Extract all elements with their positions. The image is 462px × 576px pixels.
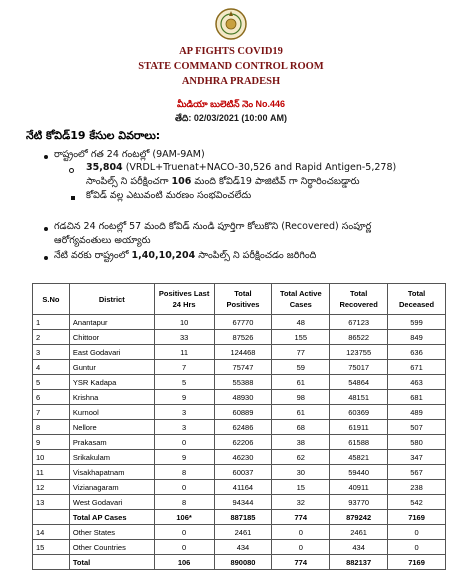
table-row <box>33 390 446 405</box>
samples-breakdown: (VRDL+Truenat+NACO-30,526 and Rapid Antigen-5,278) <box>122 162 397 173</box>
table-cell: 489 <box>388 405 446 420</box>
samples-tested-count: 35,804 <box>86 162 123 173</box>
table-cell: 106* <box>154 510 214 525</box>
table-cell: 45821 <box>330 450 388 465</box>
header-title-1: AP FIGHTS COVID19 <box>179 46 283 57</box>
table-cell: 599 <box>388 315 446 330</box>
table-row <box>33 345 446 360</box>
table-cell: 0 <box>154 435 214 450</box>
table-cell: 61 <box>272 375 330 390</box>
table-cell: 7169 <box>388 510 446 525</box>
table-cell: 3 <box>33 345 70 360</box>
table-cell: YSR Kadapa <box>69 375 154 390</box>
table-cell: 0 <box>272 540 330 555</box>
table-cell: Other Countries <box>69 540 154 555</box>
table-cell: 0 <box>154 480 214 495</box>
table-cell: 61911 <box>330 420 388 435</box>
table-cell: Chittoor <box>69 330 154 345</box>
bullet-icon <box>44 256 48 260</box>
table-row <box>33 315 446 330</box>
table-cell: 567 <box>388 465 446 480</box>
table-cell: 48 <box>272 315 330 330</box>
table-cell: 75017 <box>330 360 388 375</box>
table-cell: 636 <box>388 345 446 360</box>
column-header: Total Positives <box>214 284 272 315</box>
table-row <box>33 330 446 345</box>
table-cell: Kurnool <box>69 405 154 420</box>
column-header: Total Active Cases <box>272 284 330 315</box>
table-cell: 0 <box>154 540 214 555</box>
column-header: Positives Last 24 Hrs <box>154 284 214 315</box>
table-cell: 15 <box>33 540 70 555</box>
table-cell: 59 <box>272 360 330 375</box>
table-cell: East Godavari <box>69 345 154 360</box>
table-cell: 124468 <box>214 345 272 360</box>
table-row <box>33 435 446 450</box>
table-cell: 9 <box>154 450 214 465</box>
table-cell: 0 <box>272 525 330 540</box>
table-cell: Prakasam <box>69 435 154 450</box>
table-cell: 0 <box>154 525 214 540</box>
table-cell: 1 <box>33 315 70 330</box>
table-cell: 7 <box>33 405 70 420</box>
table-cell: 347 <box>388 450 446 465</box>
table-cell: 542 <box>388 495 446 510</box>
sub-bullet-text-part: సాంపిల్స్ ని పరీక్షించగా <box>86 176 172 187</box>
table-cell <box>33 510 70 525</box>
table-cell: 890080 <box>214 555 272 570</box>
table-cell: 4 <box>33 360 70 375</box>
table-cell: 33 <box>154 330 214 345</box>
table-cell: Vizianagaram <box>69 480 154 495</box>
table-cell: 10 <box>154 315 214 330</box>
table-cell: 7 <box>154 360 214 375</box>
section-title: నేటి కోవిడ్19 కేసుల వివరాలు: <box>26 129 161 142</box>
table-cell: 60369 <box>330 405 388 420</box>
grand-total-row <box>33 555 446 570</box>
sub-bullet-text-line2 <box>86 176 360 189</box>
table-cell: 6 <box>33 390 70 405</box>
column-header: Total Recovered <box>330 284 388 315</box>
table-cell: 15 <box>272 480 330 495</box>
table-row <box>33 420 446 435</box>
table-cell: 434 <box>330 540 388 555</box>
table-cell: 8 <box>154 465 214 480</box>
table-cell: 5 <box>33 375 70 390</box>
table-row <box>33 495 446 510</box>
table-row <box>33 465 446 480</box>
table-cell: Srikakulam <box>69 450 154 465</box>
table-cell: 123755 <box>330 345 388 360</box>
sub-bullet-text <box>86 162 396 173</box>
table-cell: 67123 <box>330 315 388 330</box>
header-title-2: STATE COMMAND CONTROL ROOM <box>138 61 324 72</box>
table-cell: 48930 <box>214 390 272 405</box>
table-row <box>33 375 446 390</box>
table-cell: 463 <box>388 375 446 390</box>
table-cell: 77 <box>272 345 330 360</box>
table-cell: Visakhapatnam <box>69 465 154 480</box>
table-cell: 55388 <box>214 375 272 390</box>
table-cell: 0 <box>388 540 446 555</box>
table-cell: 238 <box>388 480 446 495</box>
table-cell: Total AP Cases <box>69 510 154 525</box>
table-cell: 94344 <box>214 495 272 510</box>
table-cell: 86522 <box>330 330 388 345</box>
table-cell: 849 <box>388 330 446 345</box>
bullet-text: రాష్ట్రంలో గత 24 గంటల్లో (9AM-9AM) <box>54 149 205 160</box>
table-row <box>33 360 446 375</box>
table-cell: 9 <box>33 435 70 450</box>
district-cases-table <box>32 283 446 570</box>
table-cell: 59440 <box>330 465 388 480</box>
table-cell: 5 <box>154 375 214 390</box>
table-cell: Other States <box>69 525 154 540</box>
table-cell: 54864 <box>330 375 388 390</box>
cumulative-samples-count: 1,40,10,204 <box>131 250 196 261</box>
table-cell: 8 <box>33 420 70 435</box>
bullet-text-line2: ఆరోగ్యవంతులు అయ్యారు <box>54 235 151 246</box>
table-row <box>33 540 446 555</box>
table-cell: 75747 <box>214 360 272 375</box>
table-cell: 62 <box>272 450 330 465</box>
bullet-icon <box>44 155 48 159</box>
table-cell: Krishna <box>69 390 154 405</box>
table-cell: 681 <box>388 390 446 405</box>
ap-emblem-icon <box>215 6 247 42</box>
table-cell: 67770 <box>214 315 272 330</box>
table-cell: 98 <box>272 390 330 405</box>
table-cell: 61588 <box>330 435 388 450</box>
table-cell: 2461 <box>330 525 388 540</box>
table-cell: 580 <box>388 435 446 450</box>
table-cell: 40911 <box>330 480 388 495</box>
bullet-text: గడచిన 24 గంటల్లో 57 మంది కోవిడ్ నుండి పూర్తిగా కోలుకొని (Recovered) సంపూర్ణ <box>54 221 372 232</box>
table-cell: 48151 <box>330 390 388 405</box>
header-title-3: ANDHRA PRADESH <box>181 76 281 87</box>
new-positives-count: 106 <box>171 176 192 187</box>
column-header: District <box>69 284 154 315</box>
table-cell: 30 <box>272 465 330 480</box>
table-cell: 62486 <box>214 420 272 435</box>
sub-bullet-icon <box>69 168 74 173</box>
table-row <box>33 405 446 420</box>
table-cell: 3 <box>154 405 214 420</box>
bullet-text-part: నేటి వరకు రాష్ట్రంలో <box>54 250 132 261</box>
table-cell: 887185 <box>214 510 272 525</box>
bullet-icon <box>44 227 48 231</box>
table-cell: 12 <box>33 480 70 495</box>
table-cell: Nellore <box>69 420 154 435</box>
bullet-text <box>54 250 316 263</box>
table-cell: 2 <box>33 330 70 345</box>
table-cell: 155 <box>272 330 330 345</box>
table-row <box>33 450 446 465</box>
bullet-text-part: సాంపిల్స్ ని పరీక్షించడం జరిగింది <box>195 250 317 261</box>
bulletin-date: తేది: 02/03/2021 (10:00 AM) <box>175 113 287 123</box>
table-row <box>33 480 446 495</box>
column-header: S.No <box>33 284 70 315</box>
table-cell: 14 <box>33 525 70 540</box>
table-cell: 0 <box>388 525 446 540</box>
table-cell: 60037 <box>214 465 272 480</box>
table-cell: 87526 <box>214 330 272 345</box>
table-cell: 13 <box>33 495 70 510</box>
table-cell: 9 <box>154 390 214 405</box>
table-cell: 8 <box>154 495 214 510</box>
table-cell: 61 <box>272 405 330 420</box>
table-cell: Anantapur <box>69 315 154 330</box>
table-cell: 11 <box>154 345 214 360</box>
table-cell: 7169 <box>388 555 446 570</box>
table-cell <box>33 555 70 570</box>
table-header-row <box>33 284 446 315</box>
table-row <box>33 525 446 540</box>
total-ap-row <box>33 510 446 525</box>
table-cell: 60889 <box>214 405 272 420</box>
table-cell: 507 <box>388 420 446 435</box>
table-cell: 68 <box>272 420 330 435</box>
sub-bullet-icon <box>71 196 75 200</box>
table-cell: 879242 <box>330 510 388 525</box>
table-cell: 106 <box>154 555 214 570</box>
table-cell: 32 <box>272 495 330 510</box>
bulletin-number: మీడియా బులెటిన్ నెం No.446 <box>176 99 286 109</box>
table-cell: 2461 <box>214 525 272 540</box>
table-cell: Guntur <box>69 360 154 375</box>
column-header: Total Deceased <box>388 284 446 315</box>
table-cell: 11 <box>33 465 70 480</box>
table-cell: 41164 <box>214 480 272 495</box>
table-cell: West Godavari <box>69 495 154 510</box>
sub-bullet-text-part: మంది కోవిడ్19 పాజిటివ్ గా నిర్ధారించబడ్డారు <box>191 176 360 187</box>
table-cell: 434 <box>214 540 272 555</box>
table-cell: 10 <box>33 450 70 465</box>
table-cell: 93770 <box>330 495 388 510</box>
table-cell: 46230 <box>214 450 272 465</box>
table-cell: 3 <box>154 420 214 435</box>
table-cell: 38 <box>272 435 330 450</box>
table-cell: 671 <box>388 360 446 375</box>
table-cell: 774 <box>272 510 330 525</box>
table-cell: 62206 <box>214 435 272 450</box>
table-cell: 882137 <box>330 555 388 570</box>
sub-bullet-text: కోవిడ్ వల్ల ఎటువంటి మరణం సంభవించలేదు <box>86 190 252 201</box>
table-cell: Total <box>69 555 154 570</box>
table-cell: 774 <box>272 555 330 570</box>
